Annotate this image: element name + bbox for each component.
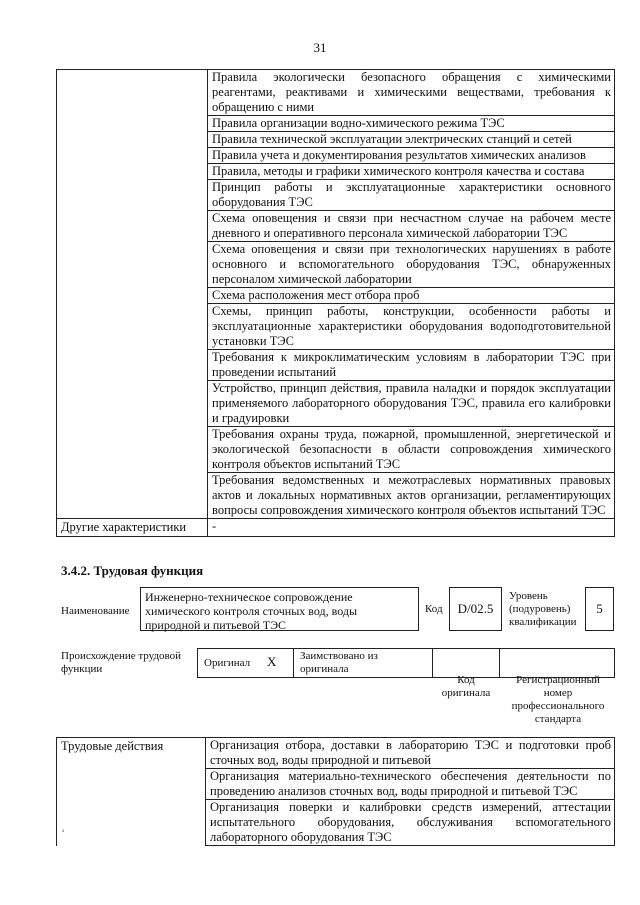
requirement-item: Правила экологически безопасного обращения с химическими реагентами, реактивами и химическими веществами, требования к обращению с ними — [208, 70, 615, 116]
labor-action-item: Организация поверки и калибровки средств измерений, аттестации испытательного оборудования, обслуживания вспомогательного лабораторного оборудования ТЭС — [206, 800, 615, 846]
function-name: Инженерно-техническое сопровождение химического контроля сточных вод, воды природной и питьевой ТЭС — [145, 590, 358, 632]
code-label: Код — [425, 603, 443, 615]
other-characteristics-row — [57, 519, 615, 537]
labor-actions-label: Трудовые действия — [57, 738, 206, 846]
requirement-item: Требования охраны труда, пожарной, промышленной, энергетической и экологической безопасности в области сопровождения химического контроля объектов испытаний ТЭС — [208, 427, 615, 473]
other-characteristics-value: - — [208, 519, 615, 537]
function-name-box — [140, 587, 419, 631]
original-box — [197, 648, 294, 678]
requirement-item: Правила, методы и графики химического контроля качества и состава — [208, 164, 615, 180]
requirement-item: Правила учета и документирования результатов химических анализов — [208, 148, 615, 164]
borrowed-label: Заимствовано из оригинала — [300, 650, 378, 675]
requirement-item: Устройство, принцип действия, правила наладки и порядок эксплуатации применяемого лабораторного оборудования ТЭС, правила его калибровки и градуировки — [208, 381, 615, 427]
actions-table — [56, 737, 615, 846]
requirement-item: Принцип работы и эксплуатационные характеристики основного оборудования ТЭС — [208, 180, 615, 211]
section-title: 3.4.2. Трудовая функция — [61, 563, 204, 578]
level-value: 5 — [596, 601, 603, 616]
requirement-item: Схема оповещения и связи при технологических нарушениях в работе основного и вспомогательного оборудования ТЭС, обнаруженных персоналом химической лаборатории — [208, 242, 615, 288]
requirement-item: Требования к микроклиматическим условиям в лаборатории ТЭС при проведении испытаний — [208, 350, 615, 381]
labor-action-row — [57, 738, 615, 769]
margin-mark: ₐ — [62, 823, 65, 833]
requirement-item: Схема расположения мест отбора проб — [208, 288, 615, 304]
requirement-item: Схемы, принцип работы, конструкции, особенности работы и эксплуатационные характеристики оборудования водоподготовительной установки ТЭС — [208, 304, 615, 350]
level-box — [585, 587, 614, 631]
borrowed-box — [293, 648, 433, 678]
requirement-item: Схема оповещения и связи при несчастном случае на рабочем месте дневного и оперативного персонала химической лаборатории ТЭС — [208, 211, 615, 242]
requirement-item: Правила организации водно-химического режима ТЭС — [208, 116, 615, 132]
page-number: 31 — [313, 40, 327, 55]
original-mark: X — [267, 654, 277, 669]
labor-action-item: Организация материально-технического обеспечения деятельности по проведению анализов сточных вод, воды природной и питьевой ТЭС — [206, 769, 615, 800]
code-value: D/02.5 — [457, 601, 494, 616]
original-label: Оригинал — [204, 657, 251, 669]
requirements-label-cell — [57, 70, 208, 519]
requirement-row — [57, 70, 615, 116]
code-original-label: Код оригинала — [441, 674, 491, 699]
other-characteristics-label: Другие характеристики — [57, 519, 208, 537]
requirement-item: Правила технической эксплуатации электрических станций и сетей — [208, 132, 615, 148]
level-label: Уровень (подуровень) квалификации — [509, 590, 577, 628]
origin-label: Происхождение трудовой функции — [61, 650, 182, 675]
requirement-item: Требования ведомственных и межотраслевых нормативных правовых актов и локальных нормативных актов организации, регламентирующих вопросы сопровождения химического контроля объектов испытаний ТЭС — [208, 473, 615, 519]
labor-action-item: Организация отбора, доставки в лабораторию ТЭС и подготовки проб сточных вод, воды природной и питьевой — [206, 738, 615, 769]
name-label: Наименование — [61, 605, 130, 617]
code-box — [449, 587, 502, 631]
reg-number-label: Регистрационный номер профессионального стандарта — [511, 674, 605, 725]
requirements-table — [56, 69, 615, 537]
